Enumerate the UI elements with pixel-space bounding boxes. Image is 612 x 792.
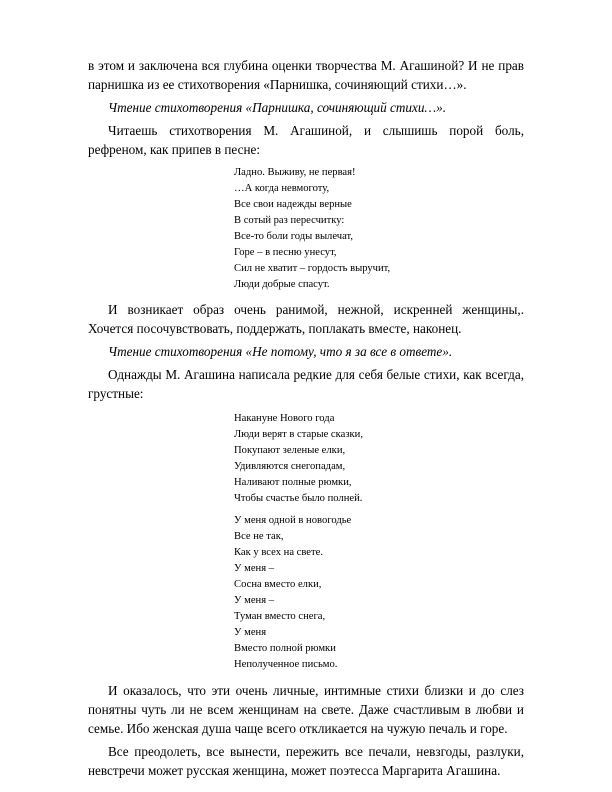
poem-line: Все не так,	[234, 531, 284, 542]
poem-2-stanza-1	[234, 411, 524, 507]
poem-line: Неполученное письмо.	[234, 659, 338, 670]
poem-1	[234, 165, 524, 293]
poem-line: …А когда невмоготу,	[234, 183, 330, 194]
poem-line: Сил не хватит – гордость выручит,	[234, 263, 391, 274]
final-paragraph: Все преодолеть, все вынести, пережить все печали, невзгоды, разлуки, невстречи может русская женщина, может поэтесса Маргарита Агашина.	[88, 744, 524, 778]
poem-line: Туман вместо снега,	[234, 611, 326, 622]
poem-line: Покупают зеленые елки,	[234, 445, 346, 456]
poem-line: В сотый раз пересчитку:	[234, 215, 345, 226]
poem-line: Все свои надежды верные	[234, 199, 352, 210]
poem-line: Чтобы счастье было полней.	[234, 493, 363, 504]
poem-line: Горе – в песню унесут,	[234, 247, 337, 258]
poem-line: Люди добрые спасут.	[234, 279, 330, 290]
poem-line: Сосна вместо елки,	[234, 579, 322, 590]
poem-line: Накануне Нового года	[234, 413, 335, 424]
poem-line: У меня –	[234, 563, 275, 574]
poem-2-stanza-2	[234, 513, 524, 673]
poem-line: Наливают полные рюмки,	[234, 477, 352, 488]
poem-line: Как у всех на свете.	[234, 547, 323, 558]
poem-line: Вместо полной рюмки	[234, 643, 336, 654]
document-page	[88, 56, 524, 780]
reading-instruction-1: Чтение стихотворения «Парнишка, сочиняющий стихи…».	[108, 100, 447, 115]
poem-line: У меня	[234, 627, 267, 638]
white-verse-paragraph: Однажды М. Агашина написала редкие для себя белые стихи, как всегда, грустные:	[88, 367, 524, 401]
poem-line: Ладно. Выживу, не первая!	[234, 167, 356, 178]
poem-line: Все-то боли годы вылечат,	[234, 231, 354, 242]
poem-line: Люди верят в старые сказки,	[234, 429, 363, 440]
poem-line: У меня –	[234, 595, 275, 606]
image-paragraph: И возникает образ очень ранимой, нежной, искренней женщины,. Хочется посочувствовать, поддержать, поплакать вместе, наконец.	[88, 302, 524, 336]
intro-paragraph: в этом и заключена вся глубина оценки творчества М. Агашиной? И не прав парнишка из ее стихотворения «Парнишка, сочиняющий стихи…».	[88, 58, 524, 92]
poem-line: Удивляются снегопадам,	[234, 461, 346, 472]
refrain-paragraph: Читаешь стихотворения М. Агашиной, и слышишь порой боль, рефреном, как припев в песне:	[88, 123, 524, 157]
reading-instruction-2: Чтение стихотворения «Не потому, что я за все в ответе».	[108, 344, 453, 359]
poem-line: У меня одной в новогодье	[234, 515, 352, 526]
closing-paragraph: И оказалось, что эти очень личные, интимные стихи близки и до слез понятны чуть ли не всем женщинам на свете. Даже счастливым в любви и семье. Ибо женская душа чаще всего откликается на чужую печаль и горе.	[88, 683, 524, 736]
